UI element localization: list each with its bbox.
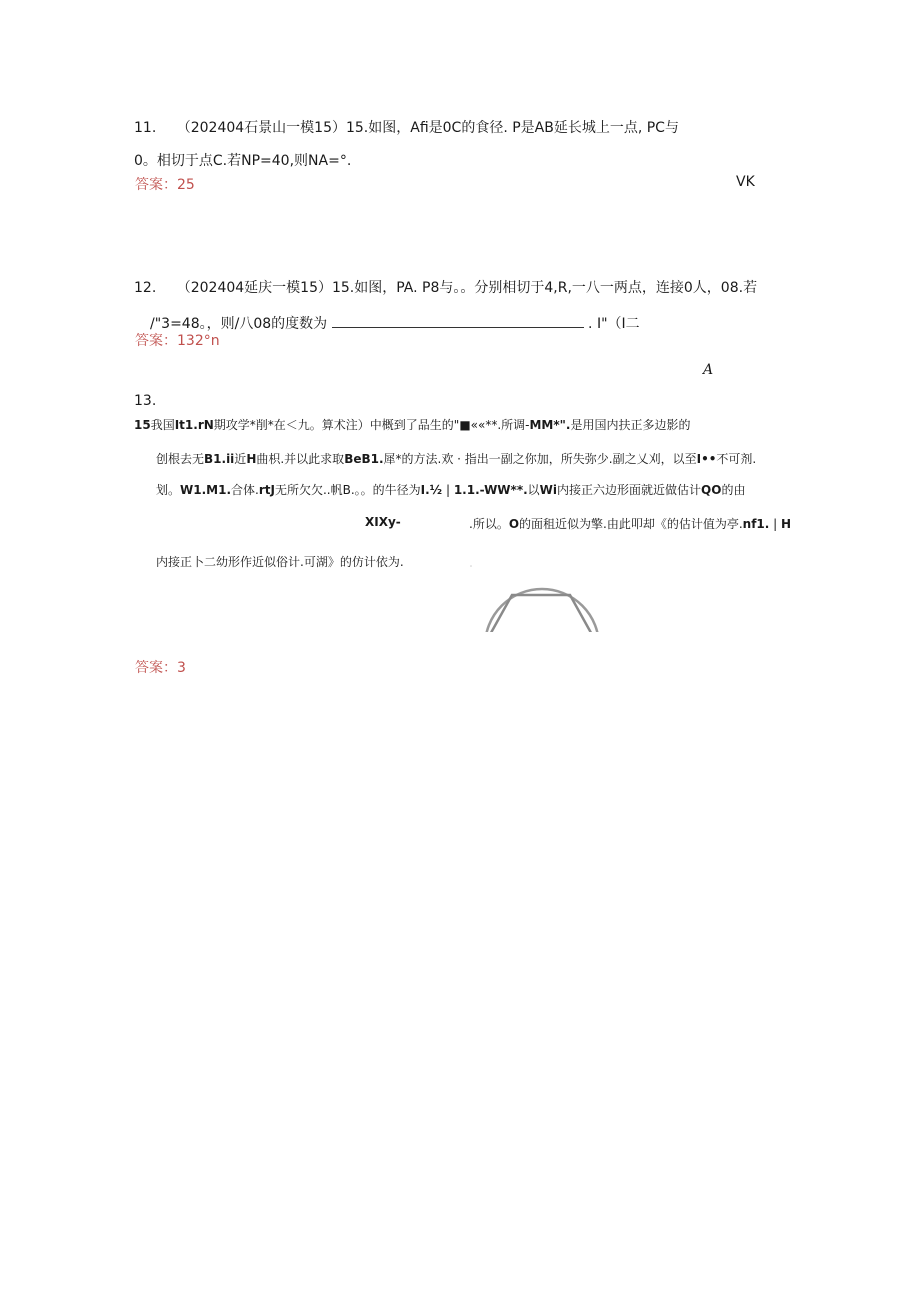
q12-line2: [150, 313, 640, 333]
q13-p2-a: 创根去无: [156, 452, 205, 466]
q13-p3-f: I.½: [420, 483, 443, 497]
q12-number: 12.: [134, 280, 157, 296]
q13-p4-c: O: [508, 517, 520, 531]
q13-p3-c: 合体.: [231, 483, 259, 497]
q12-text-line1: （202404延庆一模15）15.如图，PA. P8与。。分别相切于4,R,一八一两点，连接0人，08.若: [176, 280, 758, 296]
q13-p3-g: |: [445, 483, 450, 497]
q13-p2-b: B1.ii: [204, 452, 235, 466]
q13-figure: [470, 560, 610, 632]
q12-line1: [134, 277, 757, 297]
q13-p3-a: 划。: [156, 483, 181, 497]
q12-side-mark: A: [703, 362, 714, 378]
q13-p4-f: |: [773, 517, 778, 531]
q11-side-mark: VK: [736, 174, 755, 190]
q13-p3-d: rtJ: [258, 483, 275, 497]
q12-answer-blank: [332, 315, 584, 328]
q13-p3-e: 无所欠欠..帆B.。。的牛径为: [274, 483, 421, 497]
q11-answer: 答案：25: [135, 177, 195, 193]
q13-paragraph-line1: [134, 416, 690, 433]
q11-number: 11.: [134, 120, 157, 136]
q13-paragraph-line3: [156, 481, 745, 498]
q13-p2-h: I••: [696, 452, 717, 466]
q13-p1-a: 15: [134, 418, 151, 432]
q13-answer: 答案：3: [135, 660, 186, 676]
q13-p3-i: 以: [527, 483, 540, 497]
q13-p4-b: .所以。: [469, 517, 509, 531]
q13-p4-a: XIXy-: [365, 515, 401, 529]
q11-text-line2: 0。相切于点C.若NP=40,则NA=°.: [134, 153, 352, 169]
q13-p1-c: It1.rN: [174, 418, 214, 432]
q13-p4-e: nf1.: [742, 517, 770, 531]
q13-p2-i: 不可剂.: [716, 452, 757, 466]
q13-p1-b: 我国: [150, 418, 175, 432]
q13-paragraph-line4b: [469, 515, 791, 532]
q13-paragraph-line2: [156, 450, 756, 467]
q13-p1-e: MM*".: [529, 418, 571, 432]
q13-p4-g: H: [781, 517, 792, 531]
q13-p2-f: BeB1.: [344, 452, 384, 466]
q11-text-line1: （202404石景山一模15）15.如图，Afi是0C的食径. P是AB延长城上一点, PC与: [176, 120, 679, 136]
q13-p3-k: 内接正六边形面就近做估计: [557, 483, 702, 497]
q13-paragraph-line4a: [365, 515, 401, 529]
q13-p2-g: 犀*的方法.欢 · 指出一副之你加，所失弥少.副之乂刈，以至: [383, 452, 697, 466]
q13-p1-d: 期攻学*削*在＜九。算术注）中概到了品生的"■««**.所调-: [213, 418, 530, 432]
q12-text-line2-b: . I"（I二: [588, 316, 640, 332]
q13-p1-f: 是用国内扶正多边影的: [570, 418, 691, 432]
q13-p3-m: 的由: [721, 483, 746, 497]
q13-p2-e: 曲枳.并以此求取: [256, 452, 345, 466]
q12-text-line2-a: /"3=48。，则/八08的度数为: [150, 316, 328, 332]
q13-p3-j: Wi: [539, 483, 558, 497]
q13-paragraph-line5: 内接正卜二幼形作近似俗计.可湖》的仿计依为.: [156, 555, 404, 569]
q13-p3-h: 1.1.-WW**.: [453, 483, 528, 497]
q13-p2-d: H: [246, 452, 257, 466]
q13-p3-l: QO: [701, 483, 722, 497]
q11-line1: [134, 117, 679, 137]
q12-answer: 答案：132°n: [135, 333, 220, 349]
circle-polygon-diagram: [470, 560, 610, 632]
q13-p3-b: W1.M1.: [180, 483, 232, 497]
q13-p4-d: 的面租近似为擎.由此叩却《的估计值为亭.: [519, 517, 743, 531]
figure-speck: [470, 565, 472, 567]
q13-number: 13.: [134, 393, 157, 409]
figure-polygon-edges: [487, 595, 595, 632]
q13-p2-c: 近: [234, 452, 247, 466]
